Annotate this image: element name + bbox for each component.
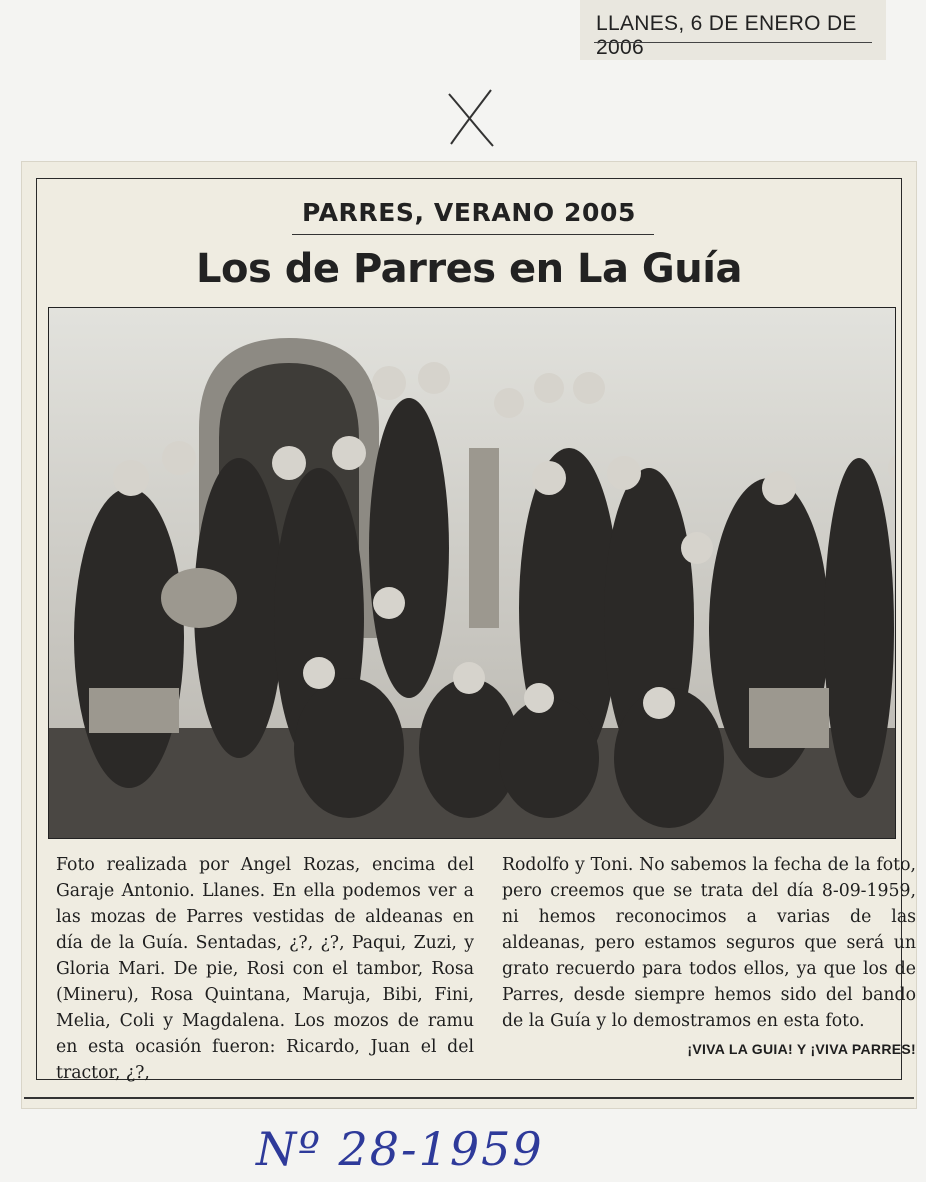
group-photograph	[48, 307, 896, 839]
handwritten-annotation: Nº 28-1959	[256, 1122, 544, 1176]
dateline-rule	[594, 42, 872, 43]
article-kicker: PARRES, VERANO 2005	[301, 198, 637, 227]
photo-caption-right	[502, 852, 916, 1062]
closing-slogan: ¡VIVA LA GUIA! Y ¡VIVA PARRES!	[687, 1041, 916, 1057]
dateline-text: LLANES, 6 DE ENERO DE 2006	[596, 12, 857, 59]
caption-left-text: Foto realizada por Angel Rozas, encima del Garaje Antonio. Llanes. En ella podemos ver a las mozas de Parres vestidas de aldeanas en día de la Guía. Sentadas, ¿?, ¿?, Paqui, Zuzi, y Gloria Mari. De pie, Rosi con el tambor, Rosa (Mineru), Rosa Quintana, Maruja, Bibi, Fini, Melia, Coli y Magdalena. Los mozos de ramu en esta ocasión fueron: Ricardo, Juan el del tractor, ¿?,	[56, 855, 474, 1083]
bottom-rule	[24, 1097, 914, 1099]
dateline-clipping	[580, 0, 886, 60]
kicker-rule	[292, 234, 654, 235]
pen-x-mark	[445, 88, 497, 148]
photo-illustration	[49, 308, 895, 838]
photo-caption-left	[56, 852, 474, 1086]
article-headline: Los de Parres en La Guía	[196, 246, 742, 292]
caption-right-text: Rodolfo y Toni. No sabemos la fecha de la foto, pero creemos que se trata del día 8-09-1959, ni hemos reconocimos a varias de las aldeanas, pero estamos seguros que será un grato recuerdo para todos ellos, ya que los de Parres, desde siempre hemos sido del bando de la Guía y lo demostramos en esta foto.	[502, 855, 916, 1031]
newspaper-clipping	[22, 162, 916, 1108]
